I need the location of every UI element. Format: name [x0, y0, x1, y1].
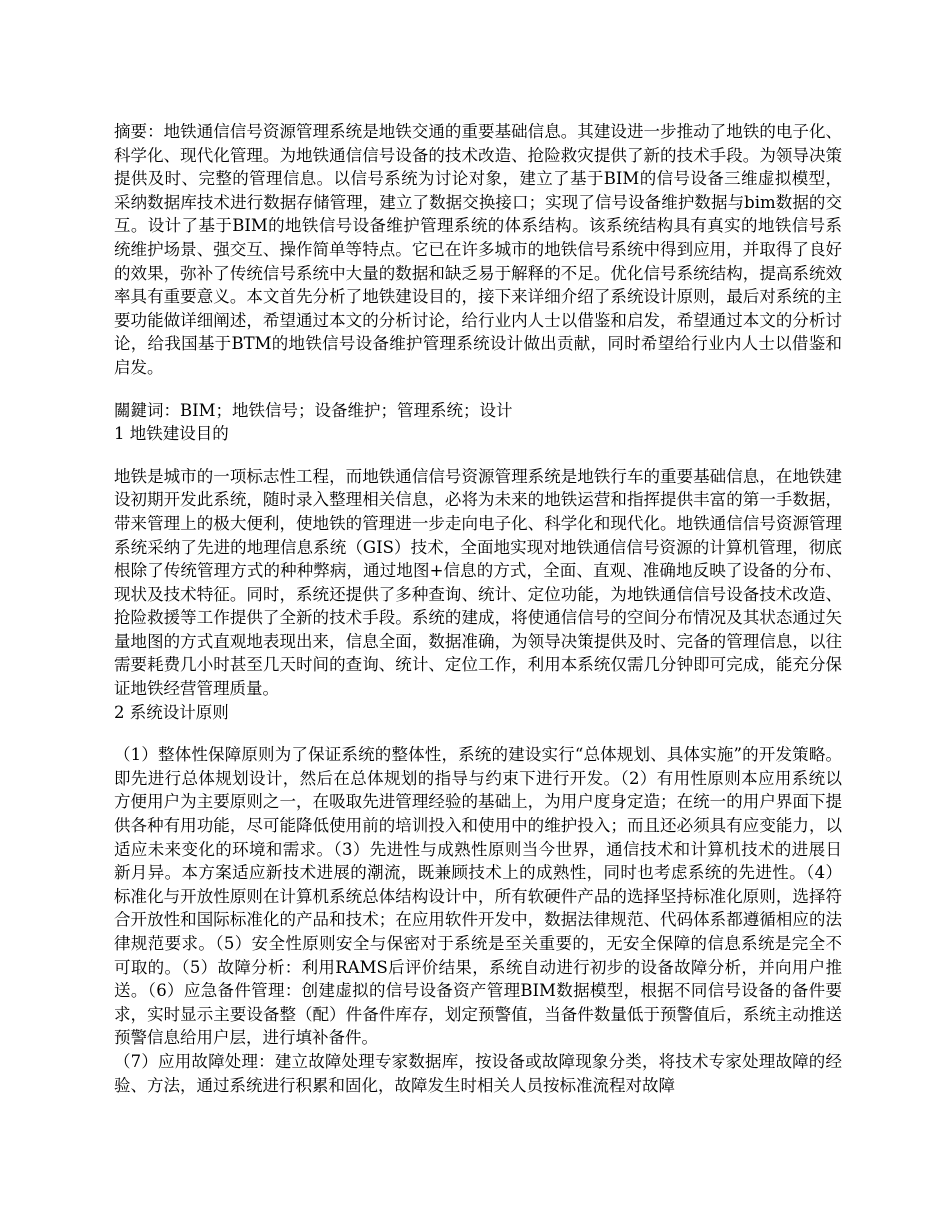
document-page [114, 120, 842, 1097]
section-1-heading: 1 地铁建设目的 [114, 424, 229, 444]
section-2-body-continued: （7）应用故障处理：建立故障处理专家数据库，按设备或故障现象分类，将技术专家处理故障的经验、方法，通过系统进行积累和固化，故障发生时相关人员按标准流程对故障 [114, 1051, 842, 1095]
abstract-paragraph: 摘要：地铁通信信号资源管理系统是地铁交通的重要基础信息。其建设进一步推动了地铁的电子化、科学化、现代化管理。为地铁通信信号设备的技术改造、抢险救灾提供了新的技术手段。为领导决策提供及时、完整的管理信息。以信号系统为讨论对象，建立了基于BIM的信号设备三维虚拟模型，采纳数据库技术进行数据存储管理，建立了数据交换接口；实现了信号设备维护数据与bim数据的交互。设计了基于BIM的地铁信号设备维护管理系统的体系结构。该系统结构具有真实的地铁信号系统维护场景、强交互、操作简单等特点。它已在许多城市的地铁信号系统中得到应用，并取得了良好的效果，弥补了传统信号系统中大量的数据和缺乏易于解释的不足。优化信号系统结构，提高系统效率具有重要意义。本文首先分析了地铁建设目的，接下来详细介绍了系统设计原则，最后对系统的主要功能做详细阐述，希望通过本文的分析讨论，给行业内人士以借鉴和启发，希望通过本文的分析讨论，给我国基于BTM的地铁信号设备维护管理系统设计做出贡献，同时希望给行业内人士以借鉴和启发。 [114, 122, 842, 377]
section-2-body: （1）整体性保障原则为了保证系统的整体性，系统的建设实行“总体规划、具体实施”的开发策略。即先进行总体规划设计，然后在总体规划的指导与约束下进行开发。（2）有用性原则本应用系统以方便用户为主要原则之一，在吸取先进管理经验的基础上，为用户度身定造；在统一的用户界面下提供各种有用功能，尽可能降低使用前的培训投入和使用中的维护投入；而且还必须具有应变能力，以适应未来变化的环境和需求。（3）先进性与成熟性原则当今世界，通信技术和计算机技术的进展日新月异。本方案适应新技术进展的潮流，既兼顾技术上的成熟性，同时也考虑系统的先进性。（4）标准化与开放性原则在计算机系统总体结构设计中，所有软硬件产品的选择坚持标准化原则，选择符合开放性和国际标准化的产品和技术；在应用软件开发中，数据法律规范、代码体系都遵循相应的法律规范要求。（5）安全性原则安全与保密对于系统是至关重要的，无安全保障的信息系统是完全不可取的。（5）故障分析：利用RAMS后评价结果，系统自动进行初步的设备故障分析，并向用户推送。（6）应急备件管理：创建虚拟的信号设备资产管理BIM数据模型，根据不同信号设备的备件要求，实时显示主要设备整（配）件备件库存，划定预警值，当备件数量低于预警值后，系统主动推送预警信息给用户层，进行填补备件。 [114, 745, 842, 1048]
section-1-body: 地铁是城市的一项标志性工程，而地铁通信信号资源管理系统是地铁行车的重要基础信息，在地铁建设初期开发此系统，随时录入整理相关信息，必将为未来的地铁运营和指挥提供丰富的第一手数据，带来管理上的极大便利，使地铁的管理进一步走向电子化、科学化和现代化。地铁通信信号资源管理系统采纳了先进的地理信息系统（GIS）技术，全面地实现对地铁通信信号资源的计算机管理，彻底根除了传统管理方式的种种弊病，通过地图+信息的方式，全面、直观、准确地反映了设备的分布、现状及技术特征。同时，系统还提供了多种查询、统计、定位功能，为地铁通信信号设备技术改造、抢险救援等工作提供了全新的技术手段。系统的建成，将使通信信号的空间分布情况及其状态通过矢量地图的方式直观地表现出来，信息全面，数据准确，为领导决策提供及时、完备的管理信息，以往需要耗费几小时甚至几天时间的查询、统计、定位工作，利用本系统仅需几分钟即可完成，能充分保证地铁经营管理质量。 [114, 466, 842, 699]
keywords-line: 關鍵词：BIM；地铁信号；设备维护；管理系统；设计 [114, 400, 513, 420]
section-2-heading: 2 系统设计原则 [114, 702, 229, 722]
